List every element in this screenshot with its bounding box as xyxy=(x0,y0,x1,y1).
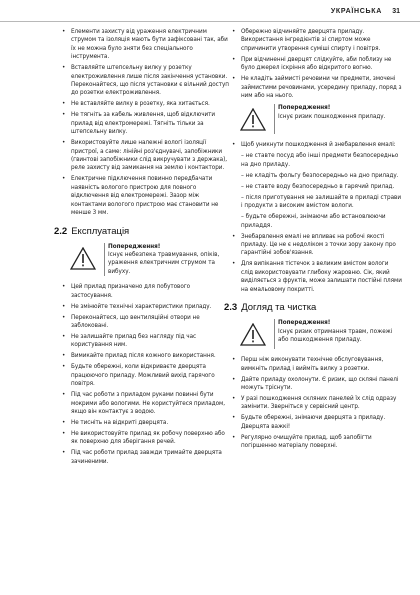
list-item: • Не тисніть на відкриті дверцята. xyxy=(62,419,232,427)
list-item: • Переконайтеся, що вентиляційні отвори не заблоковані. xyxy=(62,314,232,331)
warning-title: Попередження! xyxy=(278,319,331,327)
list-item: • Регулярно очищуйте прилад, щоб запобігти погіршенню матеріалу поверхні. xyxy=(232,434,402,451)
section-number: 2.2 xyxy=(54,225,68,237)
warning-text: Існує небезпека травмування, опіків, ураження електричним струмом та вибуху. xyxy=(108,250,220,275)
fire-safety-list xyxy=(232,28,402,100)
warning-text: Існує ризик пошкодження приладу. xyxy=(278,112,386,120)
list-item: • Не тягніть за кабель живлення, щоб відключити прилад від електромережі. Тягніть тільки за штепсельну вилку. xyxy=(62,111,232,136)
list-item: • Для випікання тістечок з великим вмістом вологи слід використовувати глибоку жаровню. Сік, який виділяється з фруктів, може залишати постійні плями на емальовому покритті. xyxy=(232,260,402,294)
list-item: • Під час роботи з приладом руками повинні бути мокрими або вологими. Не користуйтеся приладом, якщо він контактує з водою. xyxy=(62,391,232,416)
enamel-list xyxy=(232,141,402,149)
warning-box xyxy=(232,319,402,349)
list-item: • Елементи захисту від ураження електричним струмом та ізоляція мають бути зафіксовані так, аби їх не можна було зняти без спеціального інструмента. xyxy=(62,28,232,62)
language-label: УКРАЇНСЬКА xyxy=(330,8,382,15)
list-item: • Не залишайте прилад без нагляду під час користування ним. xyxy=(62,333,232,350)
dash-item: – після приготування не залишайте в приладі страви і продукти з високим вмістом вологи. xyxy=(241,193,402,210)
safety-list xyxy=(62,28,232,218)
warning-triangle-icon xyxy=(70,247,96,270)
list-item: • Під час роботи прилад завжди тримайте дверцята зачиненими. xyxy=(62,449,232,466)
warning-title: Попередження! xyxy=(278,104,331,112)
section-title-usage xyxy=(54,226,232,237)
list-item: • Не кладіть займисті речовини чи предмети, змочені займистими речовинами, усередину приладу, поряд з ним або на нього. xyxy=(232,75,402,100)
list-item: • При відчиненні дверцят слідкуйте, аби поблизу не було джерел іскріння або відкритого вогню. xyxy=(232,56,402,73)
warning-divider xyxy=(104,243,105,277)
warning-box xyxy=(62,243,232,277)
warning-divider xyxy=(274,104,275,134)
list-item: • Не вставляйте вилку в розетку, яка хитається. xyxy=(62,100,232,108)
list-item: • Цей прилад призначено для побутового застосування. xyxy=(62,283,232,300)
enamel-notes-list xyxy=(232,233,402,294)
list-item: • Щоб уникнути пошкодження й знебарвлення емалі: xyxy=(232,141,402,149)
list-item: • Будьте обережні, коли відкриваєте дверцята працюючого приладу. Можливий вихід гарячого повітря. xyxy=(62,363,232,388)
list-item: • Електричне підключення повинно передбачати наявність вологого пристрою для повного відключення від електромережі. Зазор між контактами вологого пристрою має становити не менше 3 мм. xyxy=(62,175,232,217)
list-item: • Не змінюйте технічні характеристики приладу. xyxy=(62,303,232,311)
dash-item: – не ставте воду безпосередньо в гарячий прилад. xyxy=(241,182,395,190)
warning-title: Попередження! xyxy=(108,242,161,250)
list-item: • Будьте обережні, знімаючи дверцята з приладу. Дверцята важкі! xyxy=(232,414,402,431)
section-heading: Догляд та чистка xyxy=(241,302,317,314)
list-item: • Вимикайте прилад після кожного використання. xyxy=(62,352,232,360)
care-list xyxy=(232,356,402,450)
page-header xyxy=(0,0,420,22)
warning-box xyxy=(232,104,402,134)
list-item: • Обережно відчиняйте дверцята приладу. Використання інгредієнтів зі спиртом може спричинити утворення суміші спирту і повітря. xyxy=(232,28,402,53)
warning-divider xyxy=(274,319,275,349)
right-column xyxy=(224,28,402,453)
dash-item: – не кладіть фольгу безпосередньо на дно приладу. xyxy=(241,171,399,179)
list-item: • Перш ніж виконувати технічне обслуговування, вимкніть прилад і вийміть вилку з розетки. xyxy=(232,356,402,373)
list-item: • Знебарвлення емалі не впливає на робочі якості приладу. Це не є недоліком з точки зору закону про гарантійні зобов'язання. xyxy=(232,233,402,258)
dash-item: – не ставте посуд або інші предмети безпосередньо на дно приладу. xyxy=(241,152,399,168)
section-title-care xyxy=(224,302,402,313)
warning-triangle-icon xyxy=(240,323,266,346)
section-number: 2.3 xyxy=(224,302,238,314)
list-item: • Дайте приладу охолонути. Є ризик, що скляні панелі можуть тріснути. xyxy=(232,376,402,393)
page-number: 31 xyxy=(392,8,400,15)
list-item: • Використовуйте лише належні вологі ізоляції пристрої, а саме: лінійні роз'єднувачі, запобіжники (гвинтові запобіжники слід викручувати з держака), реле захисту від замикання на землю і контактори. xyxy=(62,139,232,173)
list-item: • Не використовуйте прилад як робочу поверхню або як поверхню для зберігання речей. xyxy=(62,430,232,447)
dash-item: – будьте обережні, знімаючи або встановлюючи приладдя. xyxy=(241,213,386,229)
usage-list xyxy=(62,283,232,466)
warning-triangle-icon xyxy=(240,108,266,131)
warning-text: Існує ризик отримання травм, пожежі або пошкодження приладу. xyxy=(278,327,393,343)
list-item: • Вставляйте штепсельну вилку у розетку електроживлення лише після закінчення установки. Переконайтеся, що після установки є вільний доступ до розетки електроживлення. xyxy=(62,64,232,98)
section-heading: Експлуатація xyxy=(71,225,130,237)
left-column xyxy=(54,28,232,469)
list-item: • У разі пошкодження скляних панелей їх слід одразу замінити. Зверніться у сервісний центр. xyxy=(232,395,402,412)
